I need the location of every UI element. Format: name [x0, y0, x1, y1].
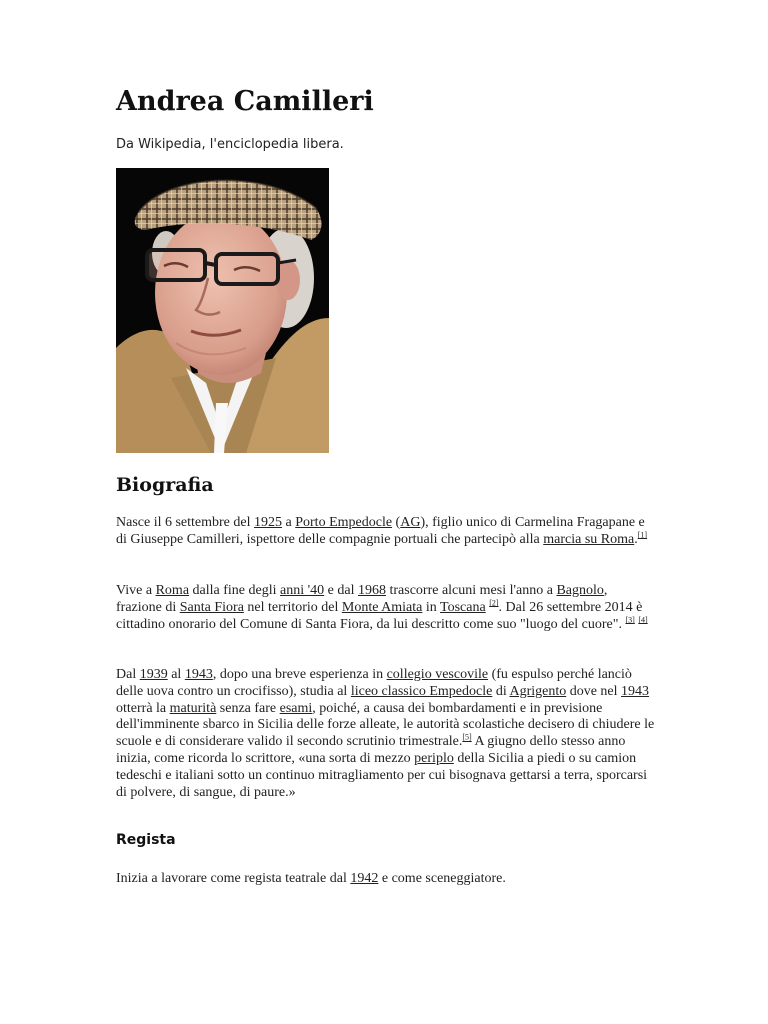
link-porto-empedocle[interactable]: Porto Empedocle	[295, 515, 393, 530]
reference-2[interactable]	[489, 598, 498, 607]
text-run: dove nel	[566, 683, 622, 699]
link-maturita[interactable]: maturità	[169, 700, 217, 716]
reference-link[interactable]: [5]	[462, 732, 472, 742]
page-title: Andrea Camilleri	[116, 86, 374, 117]
link-1925[interactable]: 1925	[254, 515, 283, 530]
subsection-heading-regista: Regista	[116, 832, 176, 848]
link-liceo-classico-empedocle[interactable]: liceo classico Empedocle	[350, 683, 493, 699]
section-heading-biografia: Biografia	[116, 474, 214, 496]
link-monte-amiata[interactable]: Monte Amiata	[341, 599, 423, 615]
paragraph-director	[116, 871, 656, 888]
link-bagnolo[interactable]: Bagnolo	[556, 583, 604, 598]
text-run: a	[282, 515, 296, 530]
text-run: ), figlio unico di Carmelina Fragapane e di Giuseppe Camilleri, ispettore delle compagnie portuali che partecipò alla	[116, 515, 645, 547]
link-roma[interactable]: Roma	[155, 583, 190, 598]
link-1968[interactable]: 1968	[357, 583, 386, 598]
text-run: e dal	[324, 583, 358, 598]
text-run: (	[392, 515, 401, 530]
portrait-illustration	[116, 168, 329, 453]
text-run: .	[634, 531, 638, 547]
link-collegio-vescovile[interactable]: collegio vescovile	[386, 667, 489, 682]
text-run: di	[492, 683, 510, 699]
reference-5[interactable]	[462, 733, 471, 742]
text-run: Inizia a lavorare come regista teatrale dal	[116, 871, 351, 886]
text-run: in	[422, 599, 441, 615]
paragraph-residence	[116, 583, 656, 633]
paragraph-birth	[116, 515, 656, 549]
link-ag[interactable]: AG	[400, 515, 421, 530]
text-run: Nasce il 6 settembre del	[116, 515, 255, 530]
text-run: e come sceneggiatore.	[378, 871, 506, 886]
reference-1[interactable]	[638, 530, 647, 539]
text-run: senza fare	[216, 700, 280, 716]
text-run: al	[167, 667, 185, 682]
reference-4[interactable]	[638, 615, 647, 624]
text-run: . Dal 26 settembre 2014 è cittadino onorario del Comune di Santa Fiora, da lui descritto come suo "luogo del cuore".	[116, 599, 643, 632]
reference-link[interactable]: [1]	[637, 530, 648, 540]
link-toscana[interactable]: Toscana	[440, 599, 486, 615]
text-run: Dal	[116, 667, 140, 682]
reference-link[interactable]: [3]	[625, 614, 635, 624]
link-santa-fiora[interactable]: Santa Fiora	[179, 599, 244, 615]
link-1943-maturita[interactable]: 1943	[621, 683, 650, 699]
reference-3[interactable]	[625, 615, 634, 624]
link-marcia-su-roma[interactable]: marcia su Roma	[543, 531, 635, 547]
page-subtitle: Da Wikipedia, l'enciclopedia libera.	[116, 137, 344, 152]
reference-link[interactable]: [4]	[638, 614, 648, 624]
text-run: , frazione di	[116, 583, 608, 615]
link-agrigento[interactable]: Agrigento	[509, 683, 567, 699]
link-1939[interactable]: 1939	[139, 667, 168, 682]
text-run: trascorre alcuni mesi l'anno a	[385, 583, 557, 598]
link-esami[interactable]: esami	[279, 700, 313, 716]
link-anni-40[interactable]: anni '40	[280, 583, 325, 598]
reference-link[interactable]: [2]	[489, 598, 499, 608]
text-run: A giugno dello stesso anno inizia, come ricorda lo scrittore, «una sorta di mezzo	[116, 734, 626, 766]
link-1943[interactable]: 1943	[184, 667, 213, 682]
link-periplo[interactable]: periplo	[414, 750, 454, 766]
text-run: , dopo una breve esperienza in	[212, 667, 387, 682]
link-1942[interactable]: 1942	[350, 871, 379, 886]
text-run: nel territorio del	[243, 599, 342, 615]
paragraph-education	[116, 667, 656, 801]
text-run: Vive a	[116, 583, 156, 598]
text-run: , poiché, a causa dei bombardamenti e in previsione dell'imminente sbarco in Sicilia delle forze alleate, le autorità scolastiche decisero di chiudere le scuole e di considerare valido il secondo scrutinio trimestrale.	[116, 700, 655, 750]
portrait-photo	[116, 168, 329, 453]
text-run: (fu espulso perché lanciò delle uova contro un crocifisso), studia al	[116, 667, 632, 699]
text-run: della Sicilia a piedi o su camion tedeschi e italiani sotto un continuo mitragliamento per cui bisognava gettarsi a terra, sporcarsi di polvere, di sangue, di paure.»	[116, 750, 648, 800]
text-run: otterrà la	[116, 700, 170, 716]
text-run: dalla fine degli	[189, 583, 281, 598]
